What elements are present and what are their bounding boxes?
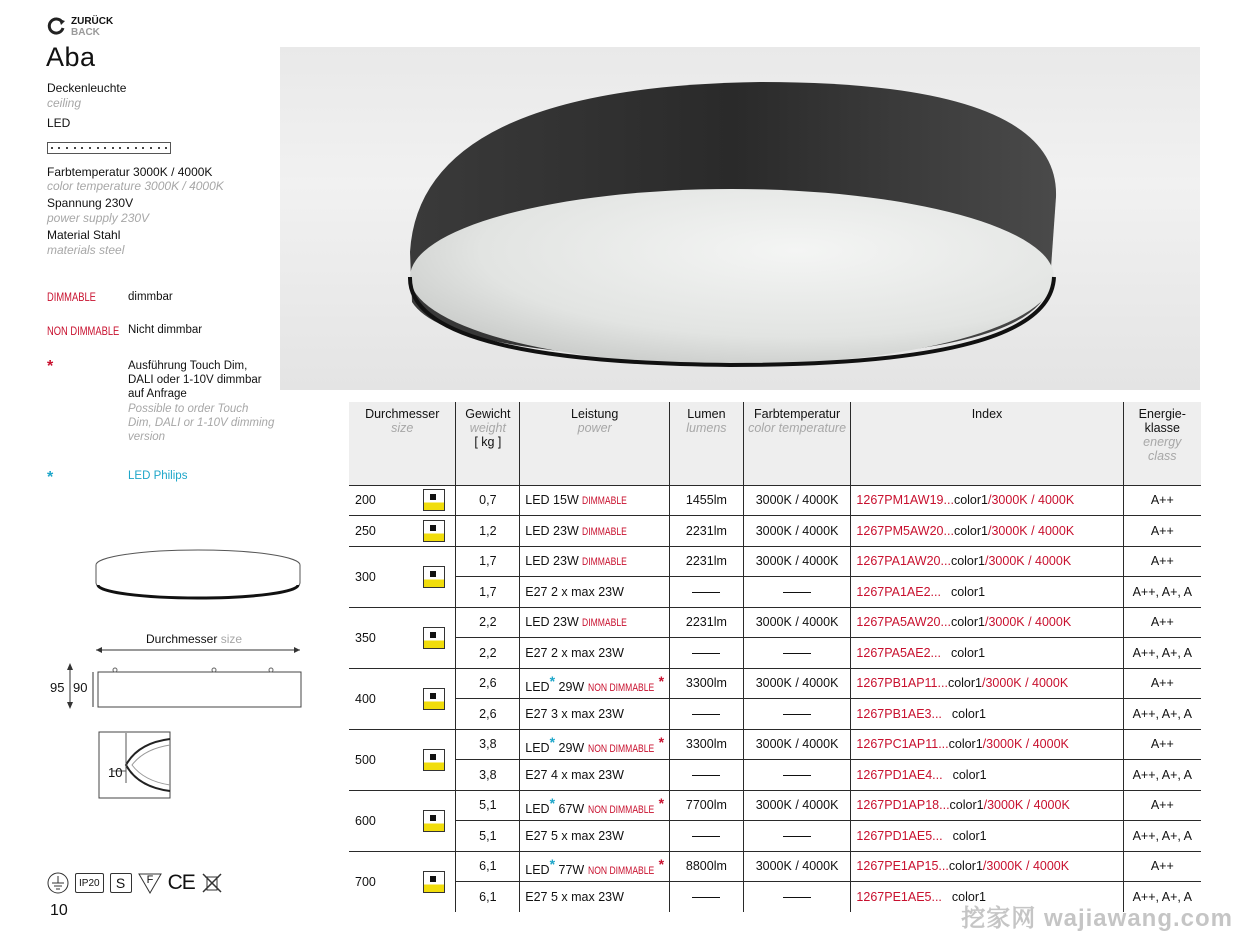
header-weight-de: Gewicht bbox=[465, 407, 511, 421]
cell-lumen bbox=[670, 882, 744, 912]
cell-temp: 3000K / 4000K bbox=[743, 516, 851, 547]
cell-power bbox=[520, 638, 670, 669]
dim-tag: NON DIMMABLE bbox=[587, 864, 654, 877]
index-code: 1267PE1AP15... bbox=[856, 859, 949, 874]
cell-power bbox=[520, 760, 670, 791]
index-temp: /3000K / 4000K bbox=[984, 615, 1072, 630]
header-energy-en: energy class bbox=[1143, 435, 1182, 463]
header-temp-de: Farbtemperatur bbox=[753, 407, 841, 421]
power-text: E27 2 x max 23W bbox=[525, 584, 624, 599]
cell-temp bbox=[743, 577, 851, 608]
material-en: materials steel bbox=[47, 243, 125, 257]
header-index-de: Index bbox=[971, 407, 1003, 421]
cell-size: 400 bbox=[349, 668, 412, 729]
table-row bbox=[349, 790, 1201, 821]
type-en: ceiling bbox=[47, 96, 82, 110]
spec-table bbox=[349, 402, 1201, 912]
dim-tag: DIMMABLE bbox=[582, 525, 628, 538]
legend-star-red: * bbox=[47, 358, 54, 375]
header-temp-en: color temperature bbox=[748, 421, 847, 435]
cell-lumen: 2231lm bbox=[670, 607, 744, 638]
cell-power bbox=[520, 699, 670, 730]
cell-power bbox=[520, 516, 670, 547]
cell-weight: 6,1 bbox=[456, 882, 520, 912]
index-code: 1267PM5AW20... bbox=[856, 523, 954, 538]
index-temp: /3000K / 4000K bbox=[981, 676, 1069, 691]
legend-star-cyan: * bbox=[47, 469, 54, 486]
diameter-label bbox=[146, 632, 242, 646]
color-temp-en: color temperature 3000K / 4000K bbox=[47, 179, 224, 193]
cell-energy: A++, A+, A bbox=[1123, 638, 1201, 669]
power-text: LED 15W bbox=[525, 493, 579, 508]
touch-de-line1: Ausführung Touch Dim, bbox=[128, 360, 248, 372]
cell-index bbox=[851, 729, 1123, 760]
touch-star: * bbox=[658, 794, 665, 811]
index-code: 1267PB1AP11... bbox=[856, 676, 948, 691]
dash-mark bbox=[783, 592, 811, 593]
header-power-de: Leistung bbox=[571, 407, 619, 421]
philips-star: * bbox=[549, 733, 556, 750]
cell-power bbox=[520, 882, 670, 912]
cell-energy: A++, A+, A bbox=[1123, 760, 1201, 791]
cell-energy: A++, A+, A bbox=[1123, 699, 1201, 730]
cell-temp bbox=[743, 699, 851, 730]
index-temp: /3000K / 4000K bbox=[987, 523, 1075, 538]
cell-temp bbox=[743, 821, 851, 852]
touch-star: * bbox=[658, 733, 665, 750]
cell-lumen bbox=[670, 760, 744, 791]
index-color: color1 bbox=[949, 798, 984, 813]
lamp-side-drawing bbox=[60, 662, 305, 712]
header-weight bbox=[456, 402, 520, 485]
product-title: Aba bbox=[46, 42, 96, 72]
index-color: color1 bbox=[952, 828, 987, 843]
index-code: 1267PD1AP18... bbox=[856, 798, 950, 813]
cell-index bbox=[851, 668, 1123, 699]
certification-icons bbox=[47, 871, 223, 895]
page-number: 10 bbox=[50, 902, 68, 919]
philips-star: * bbox=[549, 794, 556, 811]
diameter-de: Durchmesser bbox=[146, 632, 218, 646]
cell-temp: 3000K / 4000K bbox=[743, 729, 851, 760]
cell-mount bbox=[412, 607, 456, 668]
index-color: color1 bbox=[950, 615, 985, 630]
cell-index bbox=[851, 760, 1123, 791]
back-link[interactable] bbox=[47, 16, 113, 38]
cell-power bbox=[520, 851, 670, 882]
dim-tag: NON DIMMABLE bbox=[587, 803, 654, 816]
back-label bbox=[71, 16, 113, 38]
product-photo bbox=[280, 47, 1200, 390]
edge-dimension: 10 bbox=[108, 765, 123, 780]
table-row bbox=[349, 851, 1201, 882]
cell-power bbox=[520, 821, 670, 852]
cell-mount bbox=[412, 668, 456, 729]
header-energy-de: Energie-klasse bbox=[1138, 407, 1186, 435]
table-row bbox=[349, 699, 1201, 730]
cell-lumen bbox=[670, 699, 744, 730]
header-size bbox=[349, 402, 456, 485]
index-color: color1 bbox=[948, 859, 983, 874]
legend-philips: LED Philips bbox=[128, 470, 188, 482]
ceiling-mount-icon bbox=[423, 489, 445, 511]
power-watt: 67W bbox=[558, 801, 585, 816]
cell-lumen bbox=[670, 577, 744, 608]
table-row bbox=[349, 729, 1201, 760]
index-code: 1267PE1AE5... bbox=[856, 889, 942, 904]
cell-lumen: 8800lm bbox=[670, 851, 744, 882]
touch-en-line1: Possible to order Touch bbox=[128, 403, 249, 415]
cell-mount bbox=[412, 729, 456, 790]
cell-energy: A++ bbox=[1123, 668, 1201, 699]
ceiling-lamp-image bbox=[280, 47, 1200, 390]
back-arrow-icon bbox=[47, 16, 67, 36]
dash-mark bbox=[783, 836, 811, 837]
cell-energy: A++ bbox=[1123, 790, 1201, 821]
cell-weight: 5,1 bbox=[456, 790, 520, 821]
cell-lumen bbox=[670, 638, 744, 669]
power-text: LED bbox=[525, 801, 550, 816]
index-color: color1 bbox=[950, 645, 986, 660]
cell-index bbox=[851, 607, 1123, 638]
ceiling-mount-icon bbox=[423, 749, 445, 771]
cell-size: 200 bbox=[349, 485, 412, 516]
header-energy bbox=[1123, 402, 1201, 485]
dim-tag: DIMMABLE bbox=[582, 495, 628, 508]
power-watt: 29W bbox=[558, 740, 585, 755]
touch-de-line2: DALI oder 1-10V dimmbar bbox=[128, 374, 262, 386]
ip20-icon: IP20 bbox=[75, 873, 104, 893]
cell-power bbox=[520, 668, 670, 699]
header-lumen bbox=[670, 402, 744, 485]
index-code: 1267PD1AE5... bbox=[856, 828, 943, 843]
power-text: E27 2 x max 23W bbox=[525, 645, 624, 660]
legend-touch-en bbox=[128, 402, 274, 444]
cell-size: 350 bbox=[349, 607, 412, 668]
weee-bin-icon bbox=[201, 872, 223, 894]
philips-star: * bbox=[549, 855, 556, 872]
index-color: color1 bbox=[953, 523, 988, 538]
cell-weight: 0,7 bbox=[456, 485, 520, 516]
index-color: color1 bbox=[950, 584, 986, 599]
index-color: color1 bbox=[952, 767, 987, 782]
power-text: E27 3 x max 23W bbox=[525, 706, 624, 721]
index-temp: /3000K / 4000K bbox=[983, 798, 1070, 813]
cell-power bbox=[520, 729, 670, 760]
power-de: Spannung 230V bbox=[47, 196, 134, 210]
legend-nondimmable-tag: NON DIMMABLE bbox=[47, 324, 120, 338]
index-code: 1267PB1AE3... bbox=[856, 706, 942, 721]
cell-energy: A++, A+, A bbox=[1123, 821, 1201, 852]
cell-index bbox=[851, 699, 1123, 730]
cell-index bbox=[851, 821, 1123, 852]
cell-weight: 2,2 bbox=[456, 638, 520, 669]
diameter-en: size bbox=[220, 632, 243, 646]
ceiling-mount-icon bbox=[423, 627, 445, 649]
philips-star: * bbox=[549, 672, 556, 689]
cell-lumen: 3300lm bbox=[670, 668, 744, 699]
cell-energy: A++ bbox=[1123, 485, 1201, 516]
cell-energy: A++ bbox=[1123, 546, 1201, 577]
power-text: LED bbox=[525, 679, 550, 694]
cell-temp: 3000K / 4000K bbox=[743, 851, 851, 882]
cell-lumen: 3300lm bbox=[670, 729, 744, 760]
cell-size: 300 bbox=[349, 546, 412, 607]
dash-mark bbox=[692, 775, 720, 776]
cell-temp: 3000K / 4000K bbox=[743, 607, 851, 638]
cell-energy: A++, A+, A bbox=[1123, 882, 1201, 912]
cell-power bbox=[520, 485, 670, 516]
header-index bbox=[851, 402, 1123, 485]
dash-mark bbox=[783, 714, 811, 715]
index-color: color1 bbox=[947, 676, 982, 691]
cell-power bbox=[520, 607, 670, 638]
dash-mark bbox=[692, 653, 720, 654]
ceiling-mount-icon bbox=[423, 871, 445, 893]
header-lumen-de: Lumen bbox=[687, 407, 726, 421]
header-lumen-en: lumens bbox=[686, 421, 727, 435]
index-temp: /3000K / 4000K bbox=[982, 737, 1069, 752]
index-temp: /3000K / 4000K bbox=[984, 554, 1072, 569]
material-de: Material Stahl bbox=[47, 228, 121, 242]
cell-mount bbox=[412, 516, 456, 547]
cell-size: 700 bbox=[349, 851, 412, 912]
ceiling-mount-icon bbox=[423, 520, 445, 542]
height-total: 95 bbox=[50, 680, 65, 695]
index-code: 1267PA1AW20... bbox=[856, 554, 951, 569]
cell-energy: A++ bbox=[1123, 607, 1201, 638]
index-temp: /3000K / 4000K bbox=[982, 859, 1070, 874]
header-size-de: Durchmesser bbox=[365, 407, 440, 421]
index-color: color1 bbox=[950, 554, 985, 569]
cell-weight: 1,2 bbox=[456, 516, 520, 547]
cell-temp: 3000K / 4000K bbox=[743, 546, 851, 577]
index-code: 1267PA1AE2... bbox=[856, 584, 941, 599]
index-color: color1 bbox=[951, 706, 986, 721]
legend-touch-de bbox=[128, 359, 262, 401]
cell-power bbox=[520, 577, 670, 608]
cell-temp: 3000K / 4000K bbox=[743, 485, 851, 516]
cell-power bbox=[520, 546, 670, 577]
power-text: LED bbox=[525, 740, 550, 755]
dim-tag: DIMMABLE bbox=[582, 617, 628, 630]
power-text: LED 23W bbox=[525, 554, 579, 569]
header-power bbox=[520, 402, 670, 485]
ceiling-mount-icon bbox=[423, 688, 445, 710]
cell-temp bbox=[743, 760, 851, 791]
table-row bbox=[349, 638, 1201, 669]
type-de: Deckenleuchte bbox=[47, 81, 127, 95]
cell-index bbox=[851, 546, 1123, 577]
dim-tag: DIMMABLE bbox=[582, 556, 628, 569]
cell-mount bbox=[412, 546, 456, 607]
cell-temp bbox=[743, 638, 851, 669]
cell-energy: A++ bbox=[1123, 516, 1201, 547]
index-code: 1267PM1AW19... bbox=[856, 493, 954, 508]
cell-weight: 2,2 bbox=[456, 607, 520, 638]
dash-mark bbox=[783, 897, 811, 898]
cell-weight: 1,7 bbox=[456, 546, 520, 577]
cell-weight: 2,6 bbox=[456, 699, 520, 730]
table-row bbox=[349, 516, 1201, 547]
index-code: 1267PA5AE2... bbox=[856, 645, 941, 660]
cell-energy: A++ bbox=[1123, 729, 1201, 760]
index-code: 1267PD1AE4... bbox=[856, 767, 943, 782]
cell-weight: 1,7 bbox=[456, 577, 520, 608]
cell-mount bbox=[412, 851, 456, 912]
header-temp bbox=[743, 402, 851, 485]
dash-mark bbox=[783, 775, 811, 776]
f-mark-icon bbox=[138, 872, 162, 894]
ceiling-mount-icon bbox=[423, 810, 445, 832]
index-code: 1267PA5AW20... bbox=[856, 615, 951, 630]
ceiling-mount-icon bbox=[423, 566, 445, 588]
table-row bbox=[349, 577, 1201, 608]
header-weight-en: weight bbox=[469, 421, 506, 435]
cell-temp bbox=[743, 882, 851, 912]
dash-mark bbox=[692, 836, 720, 837]
cell-index bbox=[851, 638, 1123, 669]
cell-weight: 5,1 bbox=[456, 821, 520, 852]
index-color: color1 bbox=[951, 889, 986, 904]
touch-star: * bbox=[658, 672, 665, 689]
legend-nondimmable-text: Nicht dimmbar bbox=[128, 324, 203, 336]
height-body: 90 bbox=[73, 680, 88, 695]
table-header-row bbox=[349, 402, 1201, 485]
touch-star: * bbox=[658, 855, 665, 872]
power-text: LED 23W bbox=[525, 615, 579, 630]
color-temp-de: Farbtemperatur 3000K / 4000K bbox=[47, 165, 213, 179]
cell-temp: 3000K / 4000K bbox=[743, 668, 851, 699]
power-text: LED 23W bbox=[525, 523, 579, 538]
cell-energy: A++ bbox=[1123, 851, 1201, 882]
index-color: color1 bbox=[953, 493, 988, 508]
back-label-en: BACK bbox=[71, 27, 100, 38]
table-row bbox=[349, 546, 1201, 577]
power-watt: 29W bbox=[558, 679, 585, 694]
table-row bbox=[349, 607, 1201, 638]
cell-index bbox=[851, 577, 1123, 608]
dash-mark bbox=[692, 592, 720, 593]
dim-tag: NON DIMMABLE bbox=[587, 681, 654, 694]
table-row bbox=[349, 821, 1201, 852]
power-watt: 77W bbox=[558, 862, 585, 877]
header-power-en: power bbox=[577, 421, 612, 435]
power-text: E27 4 x max 23W bbox=[525, 767, 624, 782]
cell-lumen bbox=[670, 821, 744, 852]
led-strip-icon bbox=[47, 142, 171, 154]
cell-temp: 3000K / 4000K bbox=[743, 790, 851, 821]
legend-dimmable-text: dimmbar bbox=[128, 291, 173, 303]
light-source: LED bbox=[47, 116, 71, 130]
cell-energy: A++, A+, A bbox=[1123, 577, 1201, 608]
dash-mark bbox=[692, 714, 720, 715]
dash-mark bbox=[692, 897, 720, 898]
power-text: E27 5 x max 23W bbox=[525, 889, 624, 904]
cell-mount bbox=[412, 485, 456, 516]
cell-index bbox=[851, 485, 1123, 516]
cell-index bbox=[851, 516, 1123, 547]
cell-power bbox=[520, 790, 670, 821]
ce-mark-icon: CE bbox=[167, 871, 195, 894]
watermark: 挖家网 wajiawang.com bbox=[961, 905, 1233, 932]
power-en: power supply 230V bbox=[47, 211, 150, 225]
cell-size: 500 bbox=[349, 729, 412, 790]
table-row bbox=[349, 485, 1201, 516]
table-row bbox=[349, 760, 1201, 791]
legend-dimmable-tag: DIMMABLE bbox=[47, 290, 96, 304]
cell-size: 600 bbox=[349, 790, 412, 851]
dim-tag: NON DIMMABLE bbox=[587, 742, 654, 755]
cell-weight: 6,1 bbox=[456, 851, 520, 882]
header-weight-unit: [ kg ] bbox=[474, 435, 502, 449]
safety-s-icon: S bbox=[110, 873, 132, 893]
header-size-en: size bbox=[391, 421, 414, 435]
power-text: E27 5 x max 23W bbox=[525, 828, 624, 843]
touch-en-line2: Dim, DALI or 1-10V dimming bbox=[128, 417, 275, 429]
power-text: LED bbox=[525, 862, 550, 877]
touch-en-line3: version bbox=[128, 431, 166, 443]
cell-lumen: 1455lm bbox=[670, 485, 744, 516]
touch-de-line3: auf Anfrage bbox=[128, 388, 187, 400]
cell-size: 250 bbox=[349, 516, 412, 547]
table-row bbox=[349, 668, 1201, 699]
index-temp: /3000K / 4000K bbox=[987, 493, 1075, 508]
cell-lumen: 2231lm bbox=[670, 546, 744, 577]
back-label-de: ZURÜCK bbox=[71, 16, 114, 27]
dash-mark bbox=[783, 653, 811, 654]
cell-index bbox=[851, 790, 1123, 821]
cell-index bbox=[851, 851, 1123, 882]
cell-weight: 3,8 bbox=[456, 760, 520, 791]
f-mark-label: F bbox=[146, 874, 154, 886]
cell-lumen: 7700lm bbox=[670, 790, 744, 821]
cell-mount bbox=[412, 790, 456, 851]
ground-symbol-icon bbox=[47, 872, 69, 894]
cell-lumen: 2231lm bbox=[670, 516, 744, 547]
index-color: color1 bbox=[948, 737, 983, 752]
cell-weight: 2,6 bbox=[456, 668, 520, 699]
index-code: 1267PC1AP11... bbox=[856, 737, 949, 752]
cell-weight: 3,8 bbox=[456, 729, 520, 760]
